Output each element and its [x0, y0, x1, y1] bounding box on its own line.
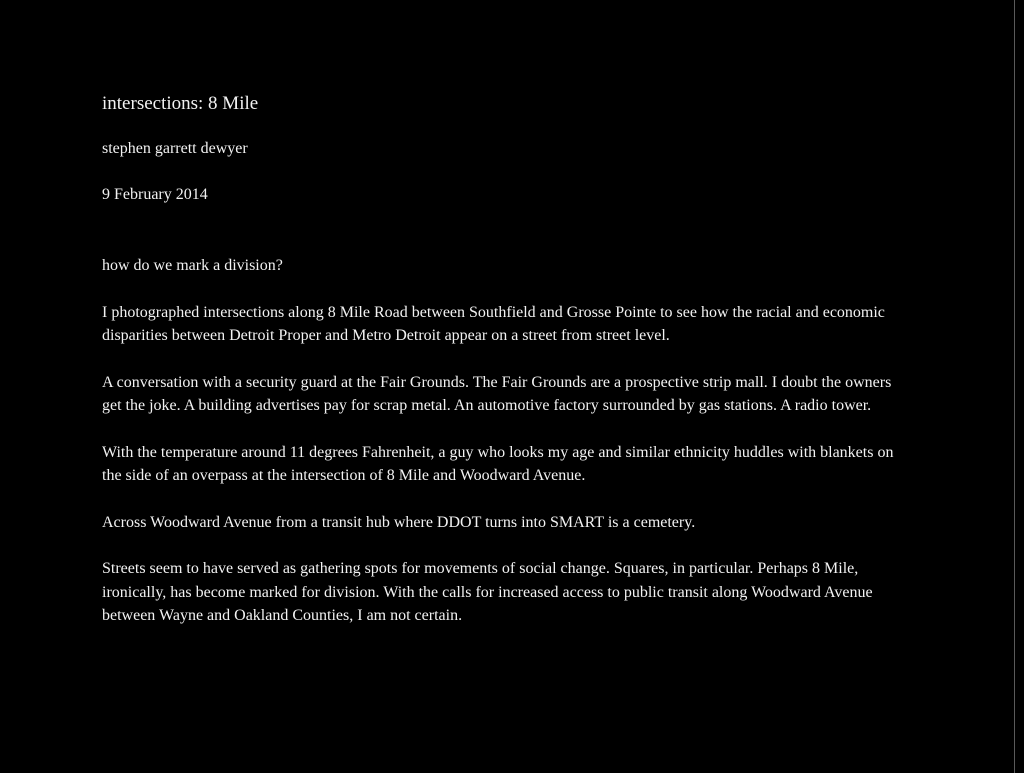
document-author: stephen garrett dewyer: [102, 140, 248, 157]
paragraph-intro: I photographed intersections along 8 Mile Road between Southfield and Grosse Pointe to see how the racial and economic disparities between Detroit Proper and Metro Detroit appear on a street from street level.: [102, 303, 885, 344]
paragraph-fair-grounds: A conversation with a security guard at the Fair Grounds. The Fair Grounds are a prospective strip mall. I doubt the owners get the joke. A building advertises pay for scrap metal. An automotive factory surrounded by gas stations. A radio tower.: [102, 373, 892, 414]
document-body: [102, 92, 914, 651]
page-edge-divider: [1014, 0, 1015, 773]
paragraph-question: how do we mark a division?: [102, 257, 283, 274]
paragraph-conclusion: Streets seem to have served as gathering spots for movements of social change. Squares, in particular. Perhaps 8 Mile, ironically, has become marked for division. With the calls for increased access to public transit along Woodward Avenue between Wayne and Oakland Counties, I am not certain.: [102, 560, 873, 624]
paragraph-cemetery: Across Woodward Avenue from a transit hub where DDOT turns into SMART is a cemetery.: [102, 513, 696, 531]
paragraph-overpass: With the temperature around 11 degrees Fahrenheit, a guy who looks my age and similar ethnicity huddles with blankets on the side of an overpass at the intersection of 8 Mile and Woodward Avenue.: [102, 443, 894, 484]
document-title: intersections: 8 Mile: [102, 93, 259, 114]
document-date: 9 February 2014: [102, 186, 208, 203]
